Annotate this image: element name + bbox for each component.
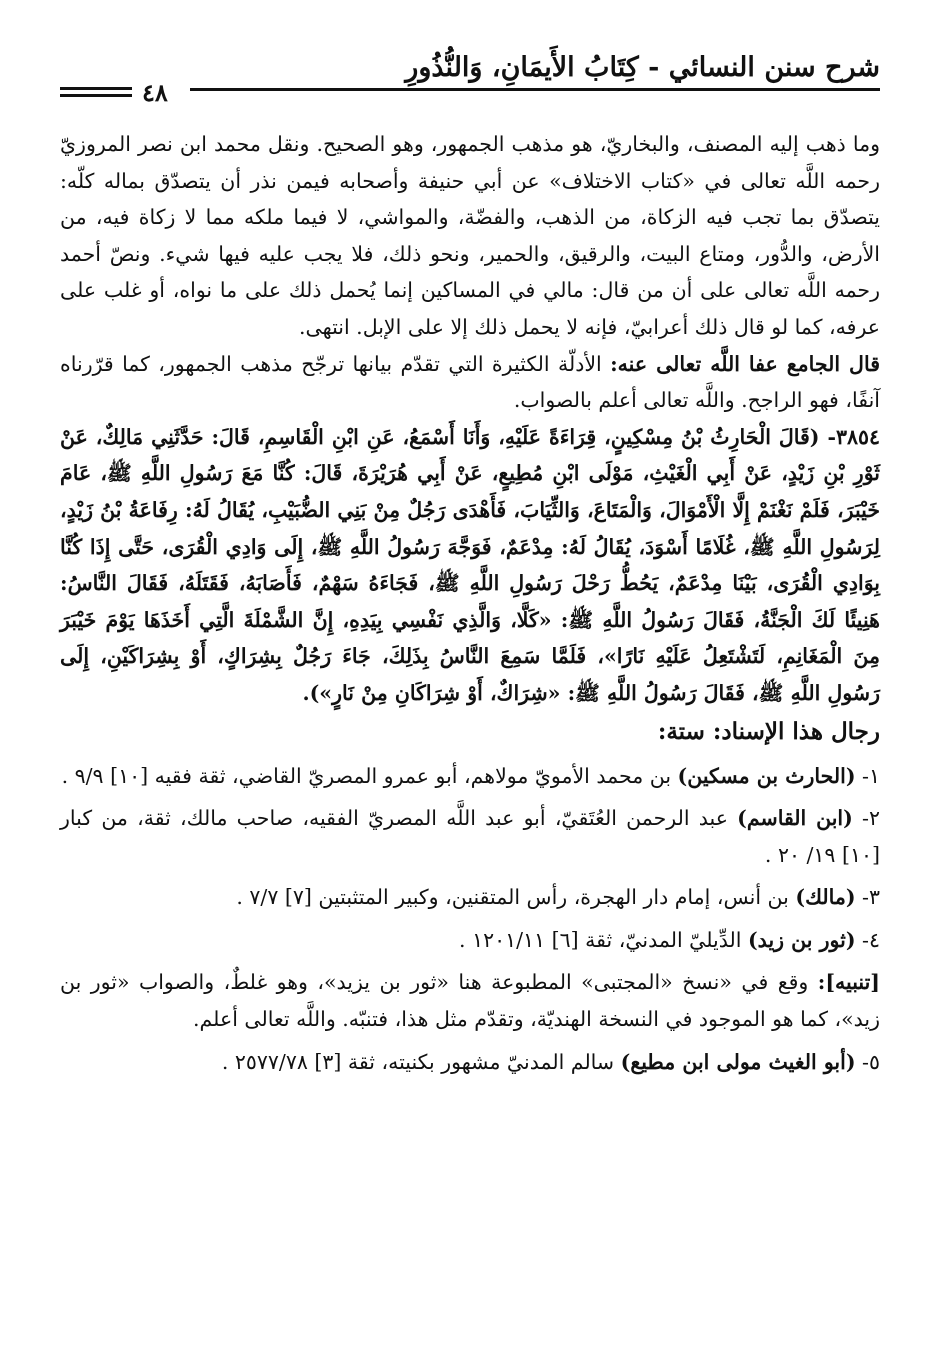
header-rule (190, 88, 880, 91)
narrator-name: (ثور بن زيد) (747, 927, 856, 952)
narrator-number: ٢- (852, 806, 880, 831)
narrator-item (60, 1044, 880, 1081)
narrator-number: ١- (855, 763, 880, 788)
narrator-number: ٥- (855, 1049, 880, 1074)
page-header (60, 50, 880, 112)
narrator-desc: عبد الرحمن العُتَقيّ، أبو عبد اللَّه المصريّ الفقيه، صاحب مالك، ثقة، من كبار [١٠] ١٩/ ٢٠ . (60, 806, 880, 867)
page-number-rule (60, 94, 132, 97)
narrator-desc: الدِّيليّ المدنيّ، ثقة [٦] ١٢٠١/١١ . (459, 927, 748, 952)
tanbih-text: وقع في «نسخ «المجتبى» المطبوعة هنا «ثور بن يزيد»، وهو غلطٌ، والصواب «ثور بن زيد»، كما هو الموجود في النسخة الهنديّة، وتقدّم مثل هذا، فتنبّه. واللَّه تعالى أعلم. (60, 970, 880, 1032)
narrator-item (60, 922, 880, 959)
section-heading: رجال هذا الإسناد: ستة: (657, 717, 880, 745)
author-remark-text: الأدلّة الكثيرة التي تقدّم بيانها ترجّح مذهب الجمهور، كما قرّرناه آنفًا، فهو الراجح. واللَّه تعالى أعلم بالصواب. (60, 351, 880, 413)
narrator-item (60, 758, 880, 795)
page-number-rule (60, 87, 132, 90)
narrator-desc: بن محمد الأمويّ مولاهم، أبو عمرو المصريّ القاضي، ثقة فقيه [١٠] ٩/٩ . (61, 763, 678, 788)
narrator-item (60, 800, 880, 873)
tanbih-label: [تنبيه]: (817, 970, 880, 995)
paragraph-2 (60, 346, 880, 419)
tanbih-note (60, 964, 880, 1037)
narrator-number: ٣- (855, 885, 880, 910)
narrator-item (60, 879, 880, 916)
narrator-name: (ابن القاسم) (737, 806, 853, 831)
page-number: ٤٨ (142, 78, 168, 107)
narrator-desc: سالم المدنيّ مشهور بكنيته، ثقة [٣] ٢٥٧٧/٧٨ . (221, 1049, 621, 1074)
running-title: شرح سنن النسائي - كِتَابُ الأَيمَانِ، وَالنُّذُورِ (405, 52, 880, 83)
page-number-box (60, 80, 185, 106)
narrator-desc: بن أنس، إمام دار الهجرة، رأس المتقنين، وكبير المتثبتين [٧] ٧/٧ . (236, 885, 796, 910)
hadith-text: ٣٨٥٤- (قَالَ الْحَارِثُ بْنُ مِسْكِينٍ، قِرَاءَةً عَلَيْهِ، وَأَنَا أَسْمَعُ، عَنِ ابْنِ الْقَاسِمِ، قَالَ: حَدَّثَنِي مَالِكٌ، عَنْ ثَوْرِ بْنِ زَيْدٍ، عَنْ أَبِي الْغَيْثِ، مَوْلَى ابْنِ مُطِيعٍ، عَنْ أَبِي هُرَيْرَةَ، قَالَ: كُنَّا مَعَ رَسُولِ اللَّهِ ﷺ، عَامَ خَيْبَرَ، فَلَمْ نَغْنَمْ إِلَّا الْأَمْوَالَ، وَالْمَتَاعَ، وَالثِّيَابَ، فَأَهْدَى رَجُلٌ مِنْ بَنِي الضُّبَيْبِ، يُقَالُ لَهُ: رِفَاعَةُ بْنُ زَيْدٍ، لِرَسُولِ اللَّهِ ﷺ، غُلَامًا أَسْوَدَ، يُقَالُ لَهُ: مِدْعَمٌ، فَوَجَّهَ رَسُولُ اللَّهِ ﷺ، إِلَى وَادِي الْقُرَى، حَتَّى إِذَا كُنَّا بِوَادِي الْقُرَى، بَيْنَا مِدْعَمٌ، يَحُطُّ رَحْلَ رَسُولِ اللَّهِ ﷺ، فَجَاءَهُ سَهْمٌ، فَأَصَابَهُ، فَقَتَلَهُ، فَقَالَ النَّاسُ: هَنِيئًا لَكَ الْجَنَّةُ، فَقَالَ رَسُولُ اللَّهِ ﷺ: «كَلَّا، وَالَّذِي نَفْسِي بِيَدِهِ، إِنَّ الشَّمْلَةَ الَّتِي أَخَذَهَا يَوْمَ خَيْبَرَ مِنَ الْمَغَانِمِ، لَتَشْتَعِلُ عَلَيْهِ نَارًا»، فَلَمَّا سَمِعَ النَّاسُ بِذَلِكَ، جَاءَ رَجُلٌ بِشِرَاكٍ، أَوْ بِشِرَاكَيْنِ، إِلَى رَسُولِ اللَّهِ ﷺ، فَقَالَ رَسُولُ اللَّهِ ﷺ: «شِرَاكٌ، أَوْ شِرَاكَانِ مِنْ نَارٍ»). (60, 424, 880, 705)
paragraph-1: وما ذهب إليه المصنف، والبخاريّ، هو مذهب الجمهور، وهو الصحيح. ونقل محمد ابن نصر المروزيّ رحمه اللَّه تعالى في «كتاب الاختلاف» عن أبي حنيفة وأصحابه فيمن نذر أن يتصدّق بماله كلّه: يتصدّق بما تجب فيه الزكاة، من الذهب، والفضّة، والمواشي، لا فيما ملكه مما لا زكاة فيه، من الأرض، والدُّور، ومتاع البيت، والرقيق، والحمير، ونحو ذلك، فلا يجب عليه فيها شيء. ونصّ أحمد رحمه اللَّه تعالى على أن من قال: مالي في المساكين إنما يُحمل ذلك على ما نواه، أو غلب على عرفه، كما لو قال ذلك أعرابيّ، فإنه لا يحمل ذلك إلا على الإبل. انتهى. (60, 132, 880, 339)
author-remark-lead: قال الجامع عفا اللَّه تعالى عنه: (610, 351, 880, 376)
narrator-number: ٤- (855, 927, 880, 952)
narrator-name: (مالك) (795, 885, 856, 910)
body-text (60, 126, 880, 1080)
narrator-name: (الحارث بن مسكين) (677, 763, 856, 788)
narrator-name: (أبو الغيث مولى ابن مطيع) (620, 1049, 856, 1074)
